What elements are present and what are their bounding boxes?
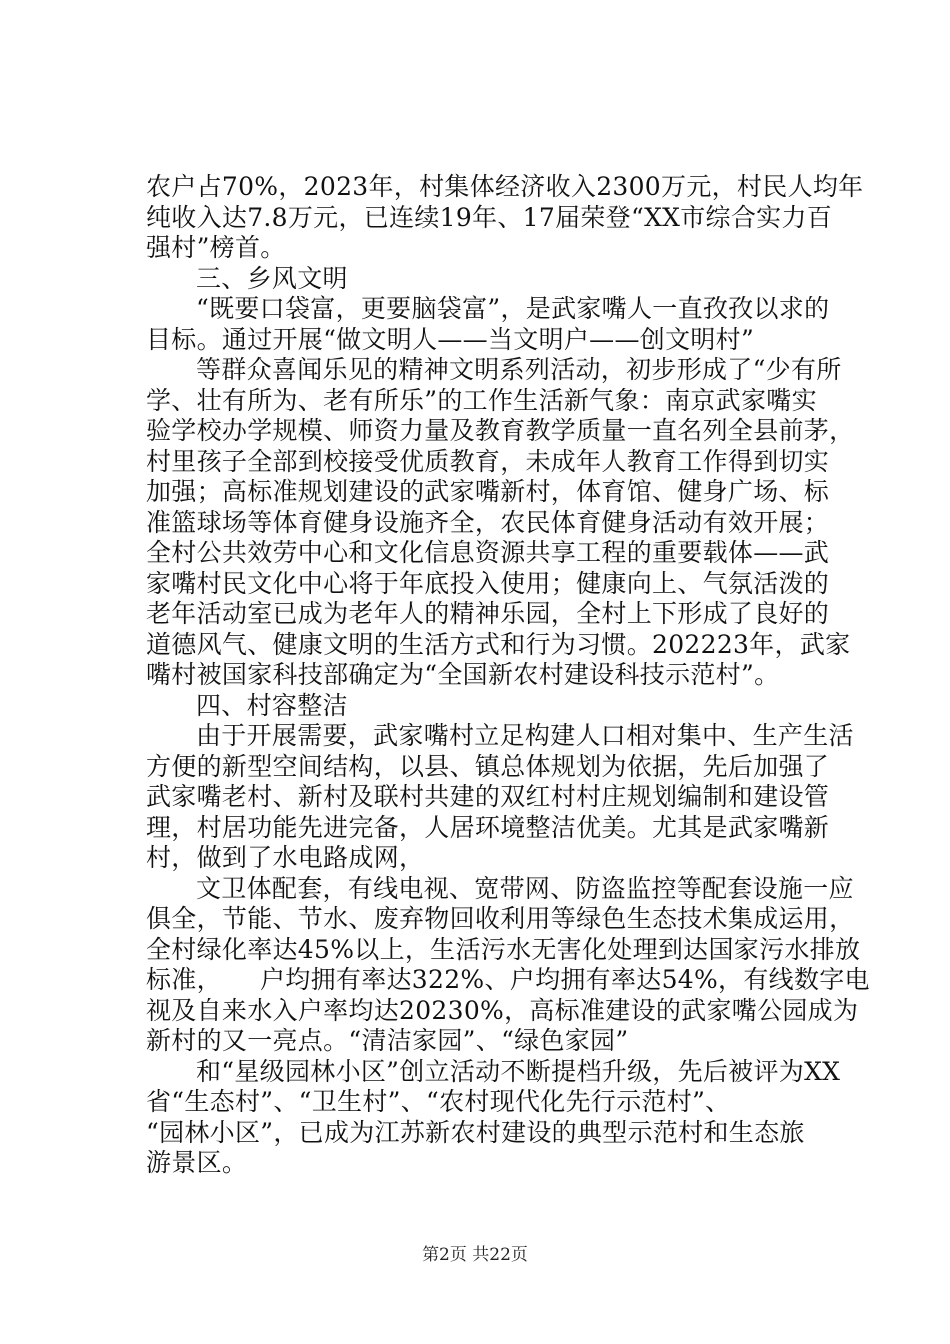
text-line: 文卫体配套，有线电视、宽带网、防盗监控等配套设施一应	[196, 873, 854, 903]
text-line: 村里孩子全部到校接受优质教育，未成年人教育工作得到切实	[146, 446, 830, 476]
text-line: 俱全，节能、节水、废弃物回收利用等绿色生态技术集成运用，	[146, 904, 855, 933]
text-line: 标准， 户均拥有率达322%、户均拥有率达54%，有线数字电	[146, 965, 870, 994]
page-number-footer: 第2页 共22页	[422, 1245, 528, 1265]
body-text	[146, 172, 870, 1179]
text-line: 游景区。	[146, 1148, 248, 1177]
text-line: 等群众喜闻乐见的精神文明系列活动，初步形成了“少有所	[196, 355, 842, 384]
text-line: 验学校办学规模、师资力量及教育教学质量一直名列全县前茅，	[146, 416, 855, 445]
text-line: 农户占70%，2023年，村集体经济收入2300万元，村民人均年	[146, 172, 864, 201]
text-line: 方便的新型空间结构，以县、镇总体规划为依据，先后加强了	[146, 751, 830, 781]
text-line: 由于开展需要，武家嘴村立足构建人口相对集中、生产生活	[196, 721, 854, 750]
text-line: 道德风气、健康文明的生活方式和行为习惯。202223年，武家	[146, 629, 851, 659]
text-line: 视及自来水入户率均达20230%，高标准建设的武家嘴公园成为	[146, 995, 859, 1025]
text-line: 武家嘴老村、新村及联村共建的双红村村庄规划编制和建设管	[146, 782, 830, 811]
text-line: 全村绿化率达45%以上，生活污水无害化处理到达国家污水排放	[146, 934, 861, 964]
text-line: 省“生态村”、“卫生村”、“农村现代化先行示范村”、	[146, 1087, 731, 1116]
text-line: “既要口袋富，更要脑袋富”，是武家嘴人一直孜孜以求的	[196, 294, 830, 323]
text-line: 纯收入达7.8万元，已连续19年、17届荣登“XX市综合实力百	[146, 202, 833, 232]
text-line: “园林小区”，已成为江苏新农村建设的典型示范村和生态旅	[146, 1117, 805, 1147]
text-line: 家嘴村民文化中心将于年底投入使用；健康向上、气氛活泼的	[146, 568, 830, 598]
section-heading: 四、村容整洁	[196, 690, 348, 720]
text-line: 村，做到了水电路成网，	[146, 843, 425, 872]
text-line: 老年活动室已成为老年人的精神乐园，全村上下形成了良好的	[146, 599, 830, 628]
text-line: 准篮球场等体育健身设施齐全，农民体育健身活动有效开展；	[146, 507, 830, 537]
section-heading: 三、乡风文明	[196, 263, 348, 293]
text-line: 和“星级园林小区”创立活动不断提档升级，先后被评为XX	[196, 1056, 841, 1086]
text-line: 新村的又一亮点。“清洁家园”、“绿色家园”	[146, 1026, 629, 1055]
text-line: 加强；高标准规划建设的武家嘴新村，体育馆、健身广场、标	[146, 477, 830, 506]
text-line: 强村”榜首。	[146, 233, 286, 262]
text-line: 目标。通过开展“做文明人——当文明户——创文明村”	[146, 324, 755, 354]
text-line: 嘴村被国家科技部确定为“全国新农村建设科技示范村”。	[146, 660, 780, 689]
text-line: 理，村居功能先进完备，人居环境整洁优美。尤其是武家嘴新	[146, 812, 830, 842]
text-line: 全村公共效劳中心和文化信息资源共享工程的重要载体——武	[146, 538, 830, 567]
text-line: 学、壮有所为、老有所乐”的工作生活新气象：南京武家嘴实	[146, 385, 817, 415]
